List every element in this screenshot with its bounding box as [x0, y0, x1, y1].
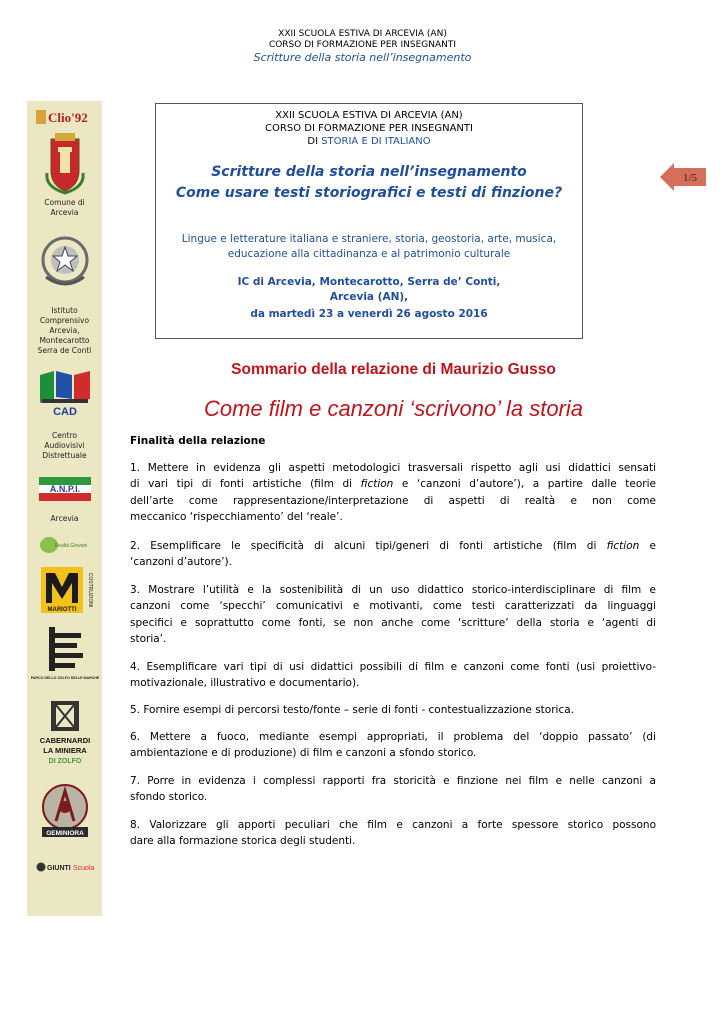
anpi-caption: Arcevia — [50, 514, 79, 523]
paragraph-line-last: meccanico ‘rispecchiamento’ del ‘reale’. — [130, 511, 343, 524]
paragraph-line-last: sfondo storico. — [130, 791, 208, 804]
paragraph-2 — [130, 538, 656, 571]
box-place-2: Arcevia (AN), — [329, 291, 409, 303]
paragraph-line-last: motivazionale, illustrativo e documentario). — [130, 677, 360, 690]
mariotti-logo-text: MARIOTTI — [47, 607, 76, 613]
page-number-badge — [660, 162, 708, 196]
paragraph-line: specifici e soprattutto come fonti, se non anche come ‘scritture’ della storia e ‘agenti di — [130, 616, 656, 629]
paragraph-line: 2. Esemplificare le specificità di alcuni tipi/generi di fonti artistiche (film di fiction e — [130, 540, 656, 552]
section-heading: Finalità della relazione — [130, 435, 266, 447]
giunti-logo-text: GIUNTI — [46, 865, 71, 872]
cabernardi-text-3: DI ZOLFO — [48, 758, 81, 765]
page-number-text: 1/5 — [682, 172, 698, 184]
box-line-3-subject: STORIA E DI ITALIANO — [321, 136, 431, 147]
comune-caption-2: Arcevia — [50, 208, 79, 217]
box-dates: da martedì 23 a venerdì 26 agosto 2016 — [250, 308, 488, 320]
anpi-logo — [27, 475, 102, 509]
cad-caption-2: Audiovisivi — [44, 441, 85, 450]
course-info-box — [155, 103, 583, 339]
green-logo-text: Realtà Giovani — [54, 543, 87, 549]
box-place-1: IC di Arcevia, Montecarotto, Serra de’ Conti, — [237, 276, 501, 288]
parco-zolfo-logo — [27, 625, 102, 691]
istituto-caption-2: Comprensivo — [39, 316, 90, 325]
paragraph-line: di vari tipi di fonti artistiche (film di fiction e ‘canzoni d’autore’), a partire dalle teorie — [130, 478, 656, 491]
box-line-2: CORSO DI FORMAZIONE PER INSEGNANTI — [265, 123, 473, 134]
comune-caption-1: Comune di — [44, 198, 85, 207]
box-title-1: Scritture della storia nell’insegnamento — [211, 164, 527, 180]
istituto-caption-5: Serra de Conti — [37, 346, 92, 355]
box-topics-2: educazione alla cittadinanza e al patrimonio culturale — [227, 248, 511, 260]
paragraph-line: canzoni come ‘specchi’ comunicativi e motivanti, come testi caratterizzati da linguaggi — [130, 600, 656, 613]
geminiora-logo-text: GEMINIORA — [45, 830, 84, 837]
giunti-logo — [27, 859, 102, 878]
paragraph-line: 6. Mettere a fuoco, mediante esempi appropriati, il problema del ‘doppio passato’ (di — [130, 731, 656, 743]
page-title: Come film e canzoni ‘scrivono’ la storia — [203, 396, 584, 421]
paragraph-line-last: storia’. — [130, 633, 167, 646]
cabernardi-text-1: CABERNARDI — [39, 736, 90, 745]
anpi-logo-text: A.N.P.I. — [49, 484, 80, 494]
header-line-3: Scritture della storia nell’insegnamento — [253, 51, 472, 64]
parco-logo-text: PARCO DELLO ZOLFO DELLE MARCHE — [30, 676, 99, 680]
paragraph-line: 3. Mostrare l’utilità e la sostenibilità di un uso didattico storico-interdisciplinare di film e — [130, 584, 656, 596]
paragraph-line: 1. Mettere in evidenza gli aspetti metodologici trasversali rispetto agli usi didattici sensati — [130, 462, 656, 474]
paragraph-line-last: ‘canzoni d’autore’). — [130, 556, 232, 569]
paragraph-line-last: ambientazione e di produzione) di film e canzoni a sfondo storico. — [130, 747, 477, 760]
header-line-1: XXII SCUOLA ESTIVA DI ARCEVIA (AN) — [278, 29, 447, 39]
cad-caption-1: Centro — [51, 431, 78, 440]
paragraph-4 — [130, 659, 656, 692]
header-line-2: CORSO DI FORMAZIONE PER INSEGNANTI — [268, 40, 457, 50]
paragraph-line-last: dare alla formazione storica degli studenti. — [130, 835, 356, 848]
paragraph-line: 7. Porre in evidenza i complessi rapporti fra storicità e finzione nei film e nelle canzoni a — [130, 775, 656, 787]
clio92-logo-text: Clio'92 — [47, 110, 88, 125]
cabernardi-text-2: LA MINIERA — [42, 746, 87, 755]
box-topics-1: Lingue e letterature italiana e straniere, storia, geostoria, arte, musica, — [181, 233, 557, 245]
paragraph-1 — [130, 460, 656, 526]
paragraph-6 — [130, 729, 656, 762]
cabernardi-logo — [27, 699, 102, 775]
cad-caption-3: Distrettuale — [42, 451, 87, 460]
mariotti-logo — [27, 565, 102, 619]
paragraph-5 — [130, 702, 656, 718]
repubblica-emblem — [27, 233, 102, 293]
istituto-caption-3: Arcevia, — [49, 326, 80, 335]
giunti-logo-text-2: Scuola — [72, 865, 94, 872]
paragraph-3 — [130, 582, 656, 648]
paragraph-line: 8. Valorizzare gli apporti peculiari che film e canzoni a forte spessore storico possono — [130, 819, 656, 831]
comune-arcevia-crest — [27, 133, 102, 197]
green-logo — [27, 535, 102, 559]
paragraph-line-last: 5. Fornire esempi di percorsi testo/fonte – serie di fonti - contestualizzazione storica. — [130, 704, 574, 716]
paragraph-8 — [130, 817, 656, 850]
mariotti-side-text: COSTRUZIONI — [86, 572, 93, 608]
geminiora-logo — [27, 781, 102, 849]
box-line-1: XXII SCUOLA ESTIVA DI ARCEVIA (AN) — [275, 110, 463, 121]
summary-heading: Sommario della relazione di Maurizio Gusso — [231, 361, 556, 378]
clio92-logo — [27, 108, 102, 130]
paragraph-line: 4. Esemplificare vari tipi di usi didattici possibili di film e canzoni come fonti (usi proiettivo- — [130, 661, 656, 673]
paragraph-7 — [130, 773, 656, 806]
cad-logo-text: CAD — [52, 406, 77, 418]
istituto-caption-4: Montecarotto — [39, 336, 90, 345]
box-line-3-prefix: DI — [307, 136, 322, 147]
istituto-caption-1: Istituto — [51, 306, 78, 315]
sponsor-sidebar — [27, 101, 102, 916]
paragraph-line: dell’arte come rappresentazione/interpretazione di aspetti di realtà e non come — [130, 494, 656, 507]
box-line-3 — [156, 136, 582, 147]
box-title-2: Come usare testi storiografici e testi di finzione? — [175, 185, 563, 201]
